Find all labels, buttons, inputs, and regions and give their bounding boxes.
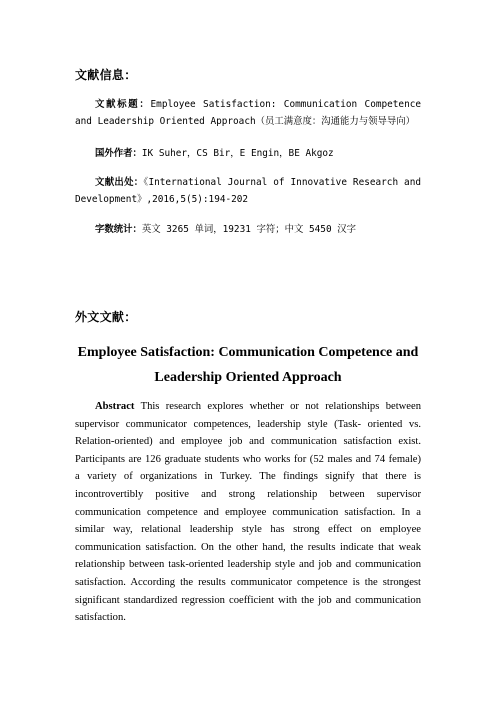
source-label: 文献出处： — [95, 177, 144, 188]
authors-block — [75, 145, 421, 162]
paper-title — [75, 340, 421, 390]
stats-block — [75, 221, 421, 238]
authors-line — [75, 145, 421, 162]
paper-title-line-1: Employee Satisfaction: Communication Competence and — [77, 345, 419, 360]
stats-line — [75, 221, 421, 238]
abstract-text: This research explores whether or not relationships between supervisor communicator competences, leadership style (Task- oriented vs. Relation-oriented) and employee job and communication satisfaction exist. Participants are 126 graduate students who works for (52 males and 74 female) a variety of organizations in Turkey. The findings signify that there is incontrovertibly positive and strong relationship between supervisor communication competence and employee communication satisfaction. In a similar way, relational leadership style has strong effect on employee communication satisfaction. On the other hand, the results indicate that weak relationship between task-oriented leadership style and job and communication satisfaction. According the results communicator competence is the strongest significant standardized regression coefficient with the job and communication satisfaction. — [75, 401, 421, 624]
source-line — [75, 174, 421, 208]
foreign-literature-heading: 外文文献： — [75, 310, 137, 324]
source-value: 《International Journal of Innovative Research and Development》,2016,5(5):194-202 — [75, 177, 421, 205]
paper-title-line-2: Leadership Oriented Approach — [154, 370, 342, 385]
title-label: 文献标题： — [95, 99, 151, 110]
abstract-paragraph — [75, 398, 421, 627]
stats-value: 英文 3265 单词，19231 字符；中文 5450 汉字 — [141, 224, 356, 235]
authors-value: IK Suher，CS Bir，E Engin，BE Akgoz — [141, 148, 334, 159]
title-line — [75, 96, 421, 130]
literature-info-heading: 文献信息： — [75, 68, 137, 82]
literature-info-block — [75, 96, 421, 130]
stats-label: 字数统计： — [95, 224, 142, 235]
title-value: Employee Satisfaction: Communication Competence and Leadership Oriented Approach（员工满意度：沟通能力与领导导向） — [75, 99, 421, 127]
abstract-label: Abstract — [95, 401, 135, 412]
source-block — [75, 174, 421, 208]
authors-label: 国外作者： — [95, 148, 142, 159]
